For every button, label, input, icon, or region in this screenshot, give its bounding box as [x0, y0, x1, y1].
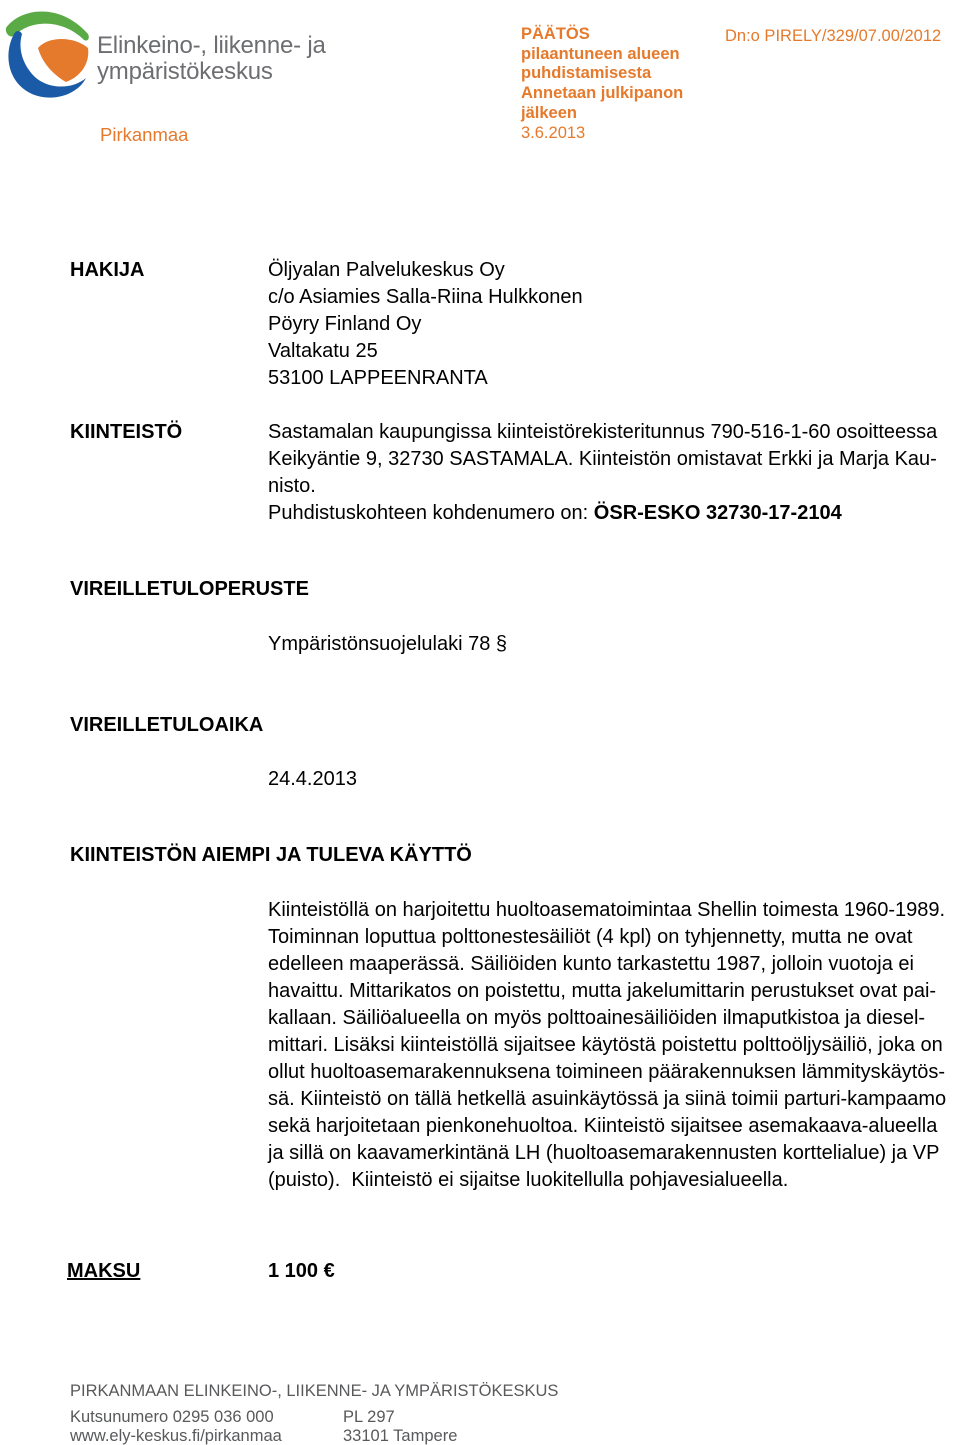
- paragraph-line: havaittu. Mittarikatos on poistettu, mutta jakelumittarin perustukset ovat pai-: [268, 979, 937, 1002]
- fee-amount: [268, 1258, 335, 1285]
- footer-po-box: PL 297: [343, 1408, 395, 1426]
- applicant-address-line: 53100 LAPPEENRANTA: [268, 366, 488, 389]
- applicant-address-line: Valtakatu 25: [268, 339, 378, 362]
- footer-website: www.ely-keskus.fi/pirkanmaa: [70, 1427, 282, 1445]
- cleanup-target-line: [268, 500, 937, 527]
- fee-amount-text: 1 100 €: [268, 1259, 335, 1282]
- applicant-address-line: c/o Asiamies Salla-Riina Hulkkonen: [268, 285, 583, 308]
- property-label: KIINTEISTÖ: [70, 420, 183, 443]
- paragraph-line: kallaan. Säiliöalueella on myös polttoainesäiliöiden ilmaputkistoa ja diesel-: [268, 1006, 926, 1029]
- document-subject-line: Annetaan julkipanon: [521, 84, 684, 103]
- document-subject-line: jälkeen: [521, 103, 577, 122]
- applicant-address-line: Öljyalan Palvelukeskus Oy: [268, 258, 505, 281]
- property-description-line: Sastamalan kaupungissa kiinteistörekisteritunnus 790-516-1-60 osoitteessa: [268, 420, 938, 443]
- initiation-date-value: [268, 766, 357, 793]
- fee-label: MAKSU: [67, 1259, 141, 1282]
- document-subject-line: puhdistamisesta: [521, 64, 652, 83]
- initiation-date-label: VIREILLETULOAIKA: [70, 713, 264, 736]
- footer-postal-address: 33101 Tampere: [343, 1427, 458, 1445]
- cleanup-target-number: ÖSR-ESKO 32730-17-2104: [593, 501, 842, 524]
- property-description: [268, 419, 937, 527]
- cleanup-target-prefix: Puhdistuskohteen kohdenumero on:: [268, 501, 589, 524]
- applicant-label: HAKIJA: [70, 258, 145, 281]
- applicant-address: [268, 257, 583, 392]
- document-type: PÄÄTÖS: [521, 25, 590, 43]
- property-usage-label: KIINTEISTÖN AIEMPI JA TULEVA KÄYTTÖ: [70, 843, 472, 866]
- initiation-date-text: 24.4.2013: [268, 767, 357, 790]
- paragraph-line: ja sillä on kaavamerkintänä LH (huoltoasemarakennusten korttelialue) ja VP: [268, 1141, 940, 1164]
- footer-phone: Kutsunumero 0295 036 000: [70, 1408, 274, 1426]
- ely-leaf-logo-icon: [2, 4, 94, 98]
- region-name: Pirkanmaa: [100, 124, 189, 145]
- paragraph-line: mittari. Lisäksi kiinteistöllä sijaitsee käytöstä poistettu polttoöljysäiliö, joka on: [268, 1033, 943, 1056]
- initiation-basis-label: VIREILLETULOPERUSTE: [70, 577, 309, 600]
- diary-number: Dn:o PIRELY/329/07.00/2012: [725, 27, 942, 45]
- paragraph-line: Toiminnan loputtua polttonestesäiliöt (4 kpl) on tyhjennetty, mutta ne ovat: [268, 925, 913, 948]
- paragraph-line: sekä harjoitetaan pienkonehuoltoa. Kiinteistö sijaitsee asemakaava-alueella: [268, 1114, 938, 1137]
- paragraph-line: sä. Kiinteistö on tällä hetkellä asuinkäytössä ja siinä toimii parturi-kampaamo: [268, 1087, 947, 1110]
- paragraph-line: Kiinteistöllä on harjoitettu huoltoasematoimintaa Shellin toimesta 1960-1989.: [268, 898, 946, 921]
- property-description-line: Keikyäntie 9, 32730 SASTAMALA. Kiinteistön omistavat Erkki ja Marja Kau-: [268, 447, 937, 470]
- logo-text-line2: ympäristökeskus: [97, 58, 273, 85]
- paragraph-line: (puisto). Kiinteistö ei sijaitse luokitellulla pohjavesialueella.: [268, 1168, 789, 1191]
- document-subject-line: pilaantuneen alueen: [521, 44, 680, 63]
- paragraph-line: ollut huoltoasemarakennuksena toimineen päärakennuksen lämmityskäytös-: [268, 1060, 946, 1083]
- property-usage-paragraph: [268, 897, 946, 1194]
- logo-text-line1: Elinkeino-, liikenne- ja: [97, 32, 326, 59]
- paragraph-line: edelleen maaperässä. Säiliöiden kunto tarkastettu 1987, jolloin vuotoja ei: [268, 952, 914, 975]
- property-description-line: nisto.: [268, 474, 316, 497]
- applicant-address-line: Pöyry Finland Oy: [268, 312, 422, 335]
- document-heading: [521, 25, 683, 143]
- initiation-basis-value: [268, 631, 507, 658]
- footer-organization: PIRKANMAAN ELINKEINO-, LIIKENNE- JA YMPÄRISTÖKESKUS: [70, 1382, 559, 1400]
- document-date: 3.6.2013: [521, 123, 586, 142]
- initiation-basis-text: Ympäristönsuojelulaki 78 §: [268, 632, 508, 655]
